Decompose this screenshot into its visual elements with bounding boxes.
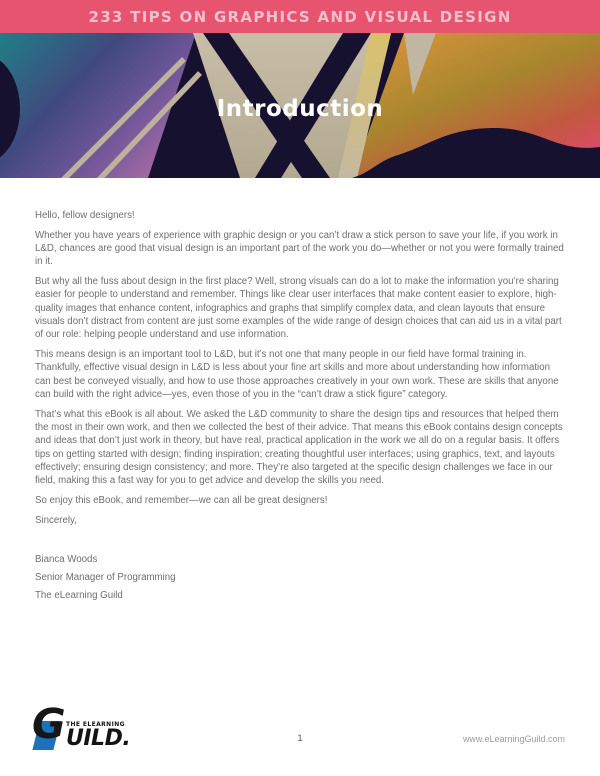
website-link[interactable]: www.eLearningGuild.com [462,734,565,744]
ebook-title-bar [0,0,600,33]
logo-g-letter: G [32,700,66,748]
signature-block [35,553,565,602]
logo-top-text: THE ELEARNING [66,721,125,728]
paragraph: This means design is an important tool to L&D, but it’s not one that many people in our field have formal training in. Thankfully, effective visual design in L&D is less about your fine art skills and more about understanding how information can best be conveyed visually, and how to use those approaches creatively in your own work. These are skills that anyone can build with the right advice—yes, even those of you in the “can’t draw a stick figure” category. [35,349,559,401]
paragraph: Hello, fellow designers! [35,210,135,221]
paragraph: Sincerely, [35,514,77,526]
signature-name: Bianca Woods [35,554,98,566]
logo-wordmark [66,711,130,750]
paragraph: Whether you have years of experience with graphic design or you can’t draw a stick person to save your life, if you work in L&D, chances are good that visual design is an important part of the work you do—whether or not you were formally trained in it. [35,229,564,268]
ebook-title: 233 TIPS ON GRAPHICS AND VISUAL DESIGN [88,7,512,26]
signature-org: The eLearning Guild [35,590,123,602]
paragraph: So enjoy this eBook, and remember—we can all be great designers! [35,495,328,507]
logo-main-text: UILD. [66,726,131,751]
page-number: 1 [297,733,303,744]
paragraph: That’s what this eBook is all about. We asked the L&D community to share the design tips and resources that helped them the most in their own work, and then we collected the best of their advice. That means this eBook contains design concepts and ideas that don’t just work in theory, but have real, practical application in the work we all do on a regular basis. It offers tips on getting started with design; finding inspiration; creating thoughtful user interfaces; using graphics, text, and layouts effectively; ensuring design consistency; and more. They’re also targeted at the specific design challenges we face in our field, making this a fast way for you to get advice and develop the skills you need. [35,408,563,487]
paragraph: But why all the fuss about design in the first place? Well, strong visuals can do a lot to make the information you’re sharing easier for people to understand and remember. Things like clear user interfaces that make content easier to explore, high-quality images that enhance content, infographics and graphs that simplify complex data, and clean layouts that ensure visuals don’t distract from content are just some examples of the wide range of design choices that can aid us in a vital part of our role: helping people understand and use information. [35,276,562,341]
chapter-banner [0,33,600,178]
signature-role: Senior Manager of Programming [35,572,176,584]
chapter-title: Introduction [216,95,384,122]
introduction-body [0,178,600,607]
